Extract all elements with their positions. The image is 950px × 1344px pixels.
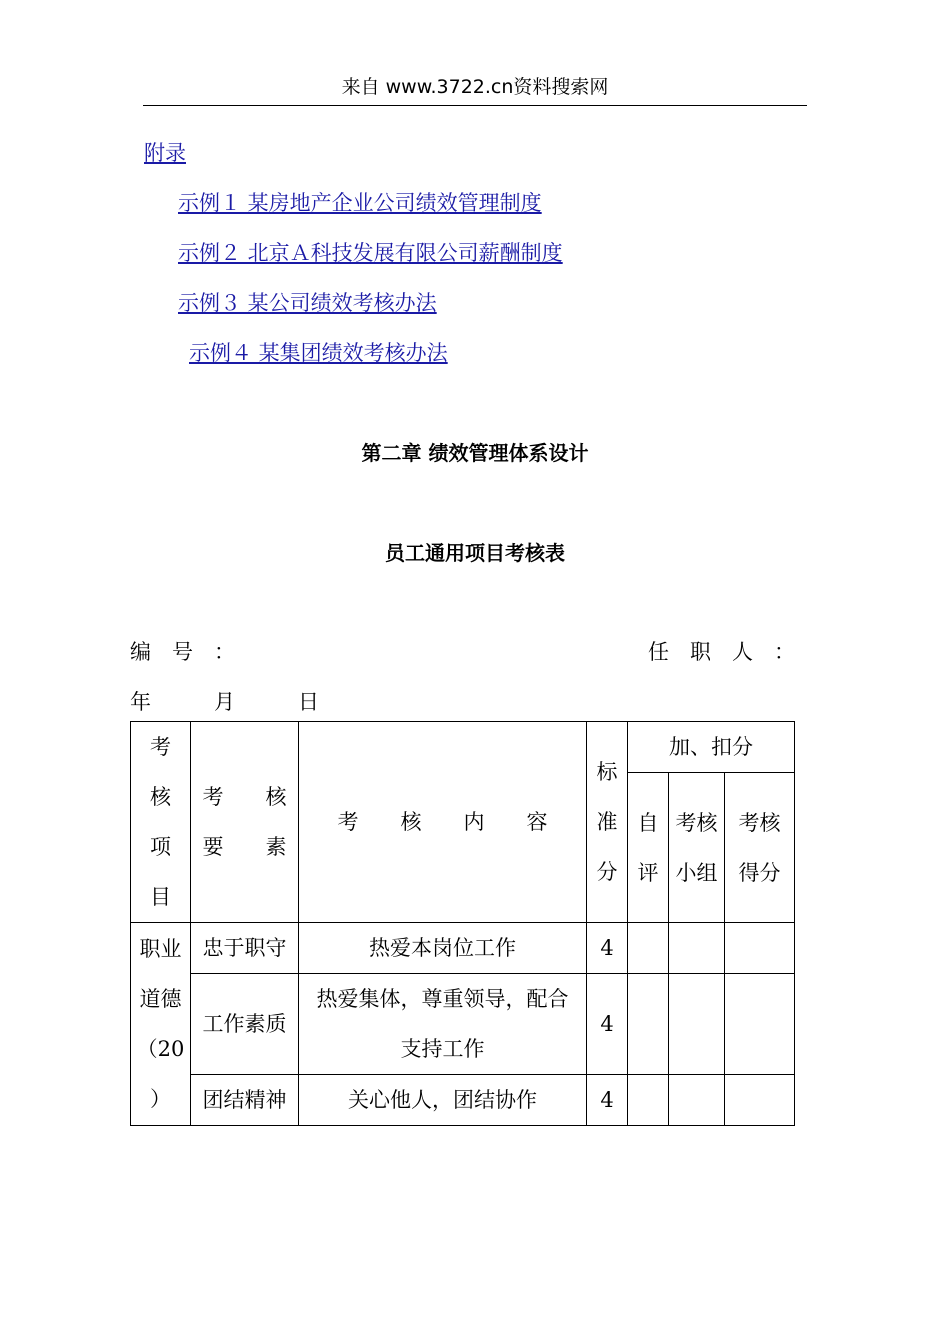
self-cell[interactable] — [628, 923, 669, 974]
content-cell: 热爱本岗位工作 — [299, 923, 587, 974]
table-title: 员工通用项目考核表 — [385, 541, 565, 565]
element-cell: 工作素质 — [191, 974, 299, 1075]
self-cell[interactable] — [628, 1075, 669, 1126]
score-cell[interactable] — [725, 974, 795, 1075]
element-cell: 团结精神 — [191, 1075, 299, 1126]
self-cell[interactable] — [628, 974, 669, 1075]
group-cell[interactable] — [669, 974, 725, 1075]
score-cell[interactable] — [725, 1075, 795, 1126]
score-cell[interactable] — [725, 923, 795, 974]
appendix-item-4-link[interactable]: 示例４ 某集团绩效考核办法 — [189, 341, 448, 365]
header-adjust: 加、扣分 — [628, 722, 795, 773]
table-row — [131, 974, 795, 1075]
header-element: 考 核 要 素 — [191, 722, 299, 923]
header-content: 考 核 内 容 — [299, 722, 587, 923]
content-cell: 关心他人，团结协作 — [299, 1075, 587, 1126]
header-item: 考 核 项 目 — [131, 722, 191, 923]
date-label: 年 月 日 — [130, 690, 319, 714]
content-cell: 热爱集体，尊重领导，配合 支持工作 — [299, 974, 587, 1075]
standard-cell: 4 — [587, 974, 628, 1075]
page-header: 来自 www.3722.cn资料搜索网 — [143, 72, 807, 106]
group-cell[interactable] — [669, 1075, 725, 1126]
header-standard: 标 准 分 — [587, 722, 628, 923]
appendix-item-2-link[interactable]: 示例２ 北京Ａ科技发展有限公司薪酬制度 — [178, 241, 563, 265]
chapter-title: 第二章 绩效管理体系设计 — [361, 441, 589, 465]
assessment-table — [130, 721, 795, 1126]
appendix-item-1-link[interactable]: 示例１ 某房地产企业公司绩效管理制度 — [178, 191, 542, 215]
header-group: 考核 小组 — [669, 773, 725, 923]
table-row — [131, 923, 795, 974]
appendix-item-3-link[interactable]: 示例３ 某公司绩效考核办法 — [178, 291, 437, 315]
standard-cell: 4 — [587, 923, 628, 974]
appendix-link[interactable]: 附录 — [144, 141, 186, 165]
position-label: 任 职 人 ： — [648, 640, 795, 664]
header-self: 自 评 — [628, 773, 669, 923]
element-cell: 忠于职守 — [191, 923, 299, 974]
standard-cell: 4 — [587, 1075, 628, 1126]
table-row — [131, 1075, 795, 1126]
group-cell[interactable] — [669, 923, 725, 974]
header-score: 考核 得分 — [725, 773, 795, 923]
category-cell: 职业 道德 （20 ） — [131, 923, 191, 1126]
number-label: 编 号 ： — [130, 640, 235, 664]
